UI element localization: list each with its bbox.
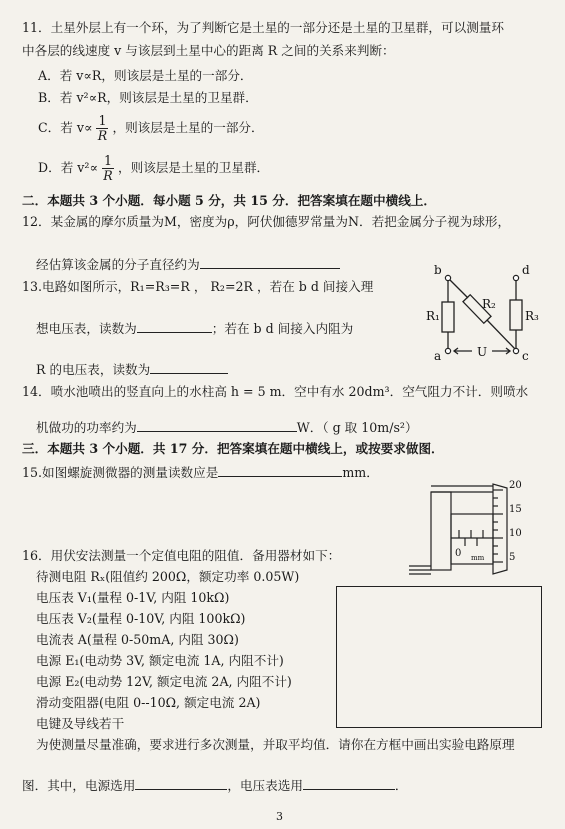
label-c: c <box>522 349 529 363</box>
q11-option-c-fraction <box>96 114 108 143</box>
q15-prompt: 15.如图螺旋测微器的测量读数应是 <box>22 465 219 480</box>
q16-prompt-a: 图．其中，电源选用 <box>22 778 136 793</box>
micrometer-diagram <box>395 470 545 585</box>
thimble-label-10: 10 <box>509 528 522 539</box>
q13-line3 <box>36 361 228 378</box>
q16-prompt-c: ． <box>394 778 408 793</box>
terminal-c <box>513 348 518 353</box>
q11-option-d-pre: D．若 v²∝ <box>38 160 98 175</box>
resistor-r3 <box>510 300 522 330</box>
page-number: 3 <box>276 810 283 823</box>
q16-item-5: 电源 E₁(电动势 3V, 额定电流 1A, 内阻不计) <box>36 653 284 668</box>
terminal-b <box>445 275 450 280</box>
q13-prompt-c: R 的电压表，读数为 <box>36 362 151 377</box>
circuit-drawing-box[interactable] <box>336 586 542 728</box>
q11-stem-line2: 中各层的线速度 v 与该层到土星中心的距离 R 之间的关系来判断： <box>22 43 395 58</box>
q11-option-c <box>38 112 264 144</box>
q16-item-4: 电流表 A(量程 0-50mA, 内阻 30Ω) <box>36 632 239 647</box>
q14-suffix: W．（ g 取 10m/s²） <box>296 420 418 435</box>
q11-option-d <box>38 152 269 184</box>
q14-line1: 14．喷水池喷出的竖直向上的水柱高 h = 5 m．空中有水 20dm³．空气阻力不计．则喷水 <box>22 384 529 399</box>
label-a: a <box>434 349 442 363</box>
q13-prompt-a: 想电压表，读数为 <box>36 321 137 336</box>
sleeve-label-mm: mm <box>471 554 485 562</box>
wire <box>448 278 468 298</box>
q16-item-1: 待测电阻 Rₓ(阻值约 200Ω，额定功率 0.05W) <box>36 569 300 584</box>
q16-item-2: 电压表 V₁(量程 0-1V, 内阻 10kΩ) <box>36 590 230 605</box>
q11-option-a: A．若 v∝R，则该层是土星的一部分． <box>38 68 253 83</box>
q13-line1: 13.电路如图所示，R₁=R₃=R ， R₂=2R ，若在 b d 间接入理 <box>22 279 374 294</box>
q16-answer-blank-voltmeter[interactable] <box>303 777 395 790</box>
label-d: d <box>522 263 530 277</box>
label-r3: R₃ <box>525 309 539 323</box>
q16-requirement: 为使测量尽量准确，要求进行多次测量，并取平均值．请你在方框中画出实验电路原理 <box>36 737 515 752</box>
q14-line2 <box>36 419 418 436</box>
thimble-label-20: 20 <box>509 480 522 491</box>
q13-answer-blank-2[interactable] <box>150 361 228 374</box>
q15-line1 <box>22 464 379 481</box>
q12-line2 <box>36 256 340 273</box>
q16-item-8: 电键及导线若干 <box>36 716 125 731</box>
fraction-numerator: 1 <box>103 153 112 168</box>
q16-item-6: 电源 E₂(电动势 12V, 额定电流 2A, 内阻不计) <box>36 674 292 689</box>
resistor-r1 <box>442 302 454 332</box>
q11-option-b: B．若 v²∝R，则该层是土星的卫星群． <box>38 90 258 105</box>
q14-answer-blank[interactable] <box>137 419 297 432</box>
label-b: b <box>434 263 442 277</box>
q16-prompt-b: ，电压表选用 <box>227 778 303 793</box>
q11-option-d-post: ，则该层是土星的卫星群． <box>118 160 270 175</box>
q13-prompt-b: ；若在 b d 间接入内阻为 <box>211 321 354 336</box>
q11-stem-line1: 11．土星外层上有一个环，为了判断它是土星的一部分还是土星的卫星群，可以测量环 <box>22 20 504 35</box>
q16-item-3: 电压表 V₂(量程 0-10V, 内阻 100kΩ) <box>36 611 246 626</box>
q16-answer-blank-power[interactable] <box>135 777 227 790</box>
sleeve-label-zero: 0 <box>455 548 462 559</box>
q11-option-d-fraction <box>102 154 114 183</box>
q11-option-c-pre: C．若 v∝ <box>38 120 93 135</box>
q16-final-line <box>22 777 408 794</box>
label-r1: R₁ <box>426 309 440 323</box>
q15-answer-blank[interactable] <box>218 464 342 477</box>
q13-circuit-diagram <box>420 262 545 367</box>
fraction-denominator: R <box>103 168 113 183</box>
section-3-heading: 三．本题共 3 个小题．共 17 分．把答案填在题中横线上，或按要求做图． <box>22 441 444 456</box>
q16-item-7: 滑动变阻器(电阻 0--10Ω, 额定电流 2A) <box>36 695 261 710</box>
terminal-a <box>445 348 450 353</box>
micrometer-frame <box>431 492 451 570</box>
q13-answer-blank-1[interactable] <box>137 320 212 333</box>
fraction-numerator: 1 <box>98 113 107 128</box>
q11-option-c-post: ，则该层是土星的一部分． <box>112 120 264 135</box>
section-2-heading: 二．本题共 3 个小题．每小题 5 分，共 15 分．把答案填在题中横线上． <box>22 193 436 208</box>
q12-answer-blank[interactable] <box>200 256 340 269</box>
terminal-d <box>513 275 518 280</box>
thimble-label-5: 5 <box>509 552 516 563</box>
fraction-denominator: R <box>97 128 108 143</box>
q12-line1: 12．某金属的摩尔质量为M，密度为ρ，阿伏伽德罗常量为N．若把金属分子视为球形， <box>22 214 511 229</box>
label-u: U <box>477 345 488 359</box>
label-r2: R₂ <box>482 297 496 311</box>
thimble-label-15: 15 <box>509 504 522 515</box>
q13-line2 <box>36 320 353 337</box>
q16-intro: 16．用伏安法测量一个定值电阻的阻值．备用器材如下： <box>22 548 341 563</box>
q12-prompt: 经估算该金属的分子直径约为 <box>36 257 200 272</box>
q15-unit: mm． <box>342 465 379 480</box>
wire <box>487 320 516 350</box>
q14-prompt: 机做功的功率约为 <box>36 420 137 435</box>
